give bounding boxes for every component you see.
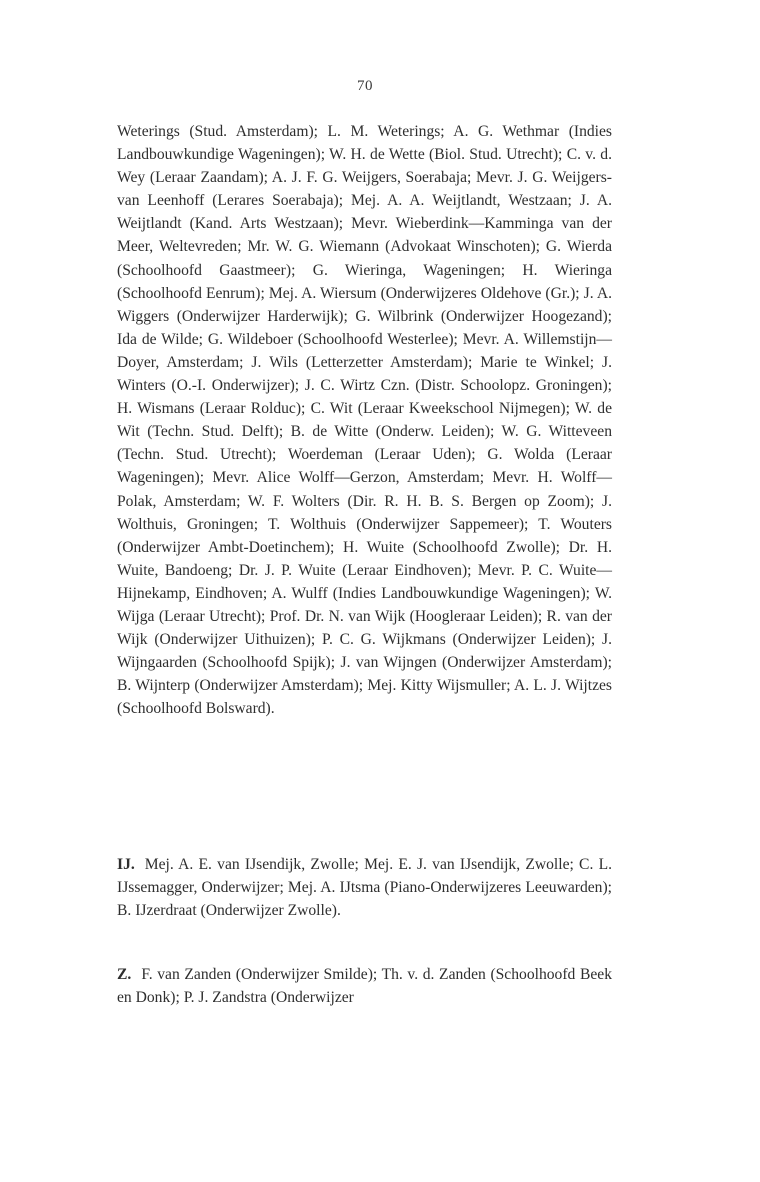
section-ij-text: Mej. A. E. van IJsendijk, Zwolle; Mej. E. J. van IJsendijk, Zwolle; C. L. IJssemagger, Onderwijzer; Mej. A. IJtsma (Piano-Onderwijzeres Leeuwarden); B. IJzerdraat (Onderwijzer Zwolle).	[117, 856, 612, 920]
name-list-section-ij	[117, 853, 612, 922]
page-number: 70	[357, 78, 373, 94]
section-z-text: F. van Zanden (Onderwijzer Smilde); Th. v. d. Zanden (Schoolhoofd Beek en Donk); P. J. Zandstra (Onderwijzer	[117, 966, 612, 1007]
name-list-section-z	[117, 963, 612, 1009]
section-letter-z: Z.	[117, 966, 132, 983]
section-letter-ij: IJ.	[117, 856, 135, 873]
name-list-w-entries: Weterings (Stud. Amsterdam); L. M. Weterings; A. G. Wethmar (Indies Landbouwkundige Wageningen); W. H. de Wette (Biol. Stud. Utrecht); C. v. d. Wey (Leraar Zaandam); A. J. F. G. Weijgers, Soerabaja; Mevr. J. G. Weijgers-van Leenhoff (Lerares Soerabaja); Mej. A. A. Weijtlandt, Westzaan; J. A. Weijtlandt (Kand. Arts Westzaan); Mevr. Wieberdink—Kamminga van der Meer, Weltevreden; Mr. W. G. Wiemann (Advokaat Winschoten); G. Wierda (Schoolhoofd Gaastmeer); G. Wieringa, Wageningen; H. Wieringa (Schoolhoofd Eenrum); Mej. A. Wiersum (Onderwijzeres Oldehove (Gr.); J. A. Wiggers (Onderwijzer Harderwijk); G. Wilbrink (Onderwijzer Hoogezand); Ida de Wilde; G. Wildeboer (Schoolhoofd Westerlee); Mevr. A. Willemstijn—Doyer, Amsterdam; J. Wils (Letterzetter Amsterdam); Marie te Winkel; J. Winters (O.-I. Onderwijzer); J. C. Wirtz Czn. (Distr. Schoolopz. Groningen); H. Wismans (Leraar Rolduc); C. Wit (Leraar Kweekschool Nijmegen); W. de Wit (Techn. Stud. Delft); B. de Witte (Onderw. Leiden); W. G. Witteveen (Techn. Stud. Utrecht); Woerdeman (Leraar Uden); G. Wolda (Leraar Wageningen); Mevr. Alice Wolff—Gerzon, Amsterdam; Mevr. H. Wolff—Polak, Amsterdam; W. F. Wolters (Dir. R. H. B. S. Bergen op Zoom); J. Wolthuis, Groningen; T. Wolthuis (Onderwijzer Sappemeer); T. Wouters (Onderwijzer Ambt-Doetinchem); H. Wuite (Schoolhoofd Zwolle); Dr. H. Wuite, Bandoeng; Dr. J. P. Wuite (Leraar Eindhoven); Mevr. P. C. Wuite—Hijnekamp, Eindhoven; A. Wulff (Indies Landbouwkundige Wageningen); W. Wijga (Leraar Utrecht); Prof. Dr. N. van Wijk (Hoogleraar Leiden); R. van der Wijk (Onderwijzer Uithuizen); P. C. G. Wijkmans (Onderwijzer Leiden); J. Wijngaarden (Schoolhoofd Spijk); J. van Wijngen (Onderwijzer Amsterdam); B. Wijnterp (Onderwijzer Amsterdam); Mej. Kitty Wijsmuller; A. L. J. Wijtzes (Schoolhoofd Bolsward).	[117, 123, 612, 718]
